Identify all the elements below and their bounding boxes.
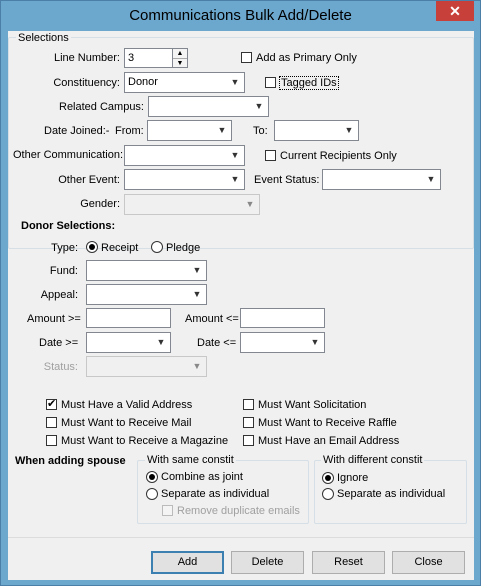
date-gte-select[interactable]	[86, 332, 171, 353]
other-event-label: Other Event:	[58, 174, 120, 186]
reset-button[interactable]: Reset	[312, 551, 385, 574]
diff-separate-label: Separate as individual	[337, 488, 446, 500]
receive-magazine-checkbox[interactable]	[46, 435, 57, 446]
chevron-down-icon[interactable]: ▼	[192, 265, 202, 275]
add-primary-checkbox[interactable]	[241, 52, 252, 63]
type-receipt-radio[interactable]	[86, 241, 98, 253]
spouse-heading: When adding spouse	[15, 455, 126, 467]
type-receipt-label: Receipt	[101, 242, 139, 254]
receive-mail-label: Must Want to Receive Mail	[61, 417, 192, 429]
tagged-ids-label: Tagged IDs	[281, 77, 337, 89]
gender-label: Gender:	[80, 198, 120, 210]
status-label: Status:	[43, 361, 78, 373]
spin-down-icon[interactable]: ▼	[176, 60, 184, 67]
chevron-down-icon[interactable]: ▼	[254, 101, 264, 111]
same-separate-label: Separate as individual	[161, 488, 270, 500]
valid-address-label: Must Have a Valid Address	[61, 399, 193, 411]
chevron-down-icon[interactable]: ▼	[344, 125, 354, 135]
email-address-checkbox[interactable]	[243, 435, 254, 446]
close-window-button[interactable]	[436, 1, 474, 21]
tagged-ids-checkbox[interactable]	[265, 77, 276, 88]
chevron-down-icon[interactable]: ▼	[230, 77, 240, 87]
chevron-down-icon[interactable]: ▼	[426, 174, 436, 184]
amount-lte-input[interactable]	[240, 308, 325, 328]
chevron-down-icon[interactable]: ▼	[217, 125, 227, 135]
close-button[interactable]: Close	[392, 551, 465, 574]
amount-gte-input[interactable]	[86, 308, 171, 328]
chevron-down-icon[interactable]: ▼	[192, 289, 202, 299]
from-label: From:	[115, 125, 144, 137]
ignore-radio[interactable]	[322, 472, 334, 484]
valid-address-checkbox[interactable]	[46, 399, 57, 410]
selections-group-title: Selections	[18, 32, 69, 44]
line-number-spinner[interactable]	[172, 48, 188, 68]
amount-lte-label: Amount <=	[185, 313, 239, 325]
want-solicitation-label: Must Want Solicitation	[258, 399, 367, 411]
add-button[interactable]: Add	[151, 551, 224, 574]
donor-selections-heading: Donor Selections:	[21, 220, 116, 232]
constituency-value: Donor	[128, 76, 158, 88]
button-bar	[8, 537, 474, 580]
receive-mail-checkbox[interactable]	[46, 417, 57, 428]
to-label: To:	[253, 125, 268, 137]
diff-separate-radio[interactable]	[322, 488, 334, 500]
receive-raffle-label: Must Want to Receive Raffle	[258, 417, 397, 429]
combine-joint-label: Combine as joint	[161, 471, 243, 483]
spin-up-icon[interactable]: ▲	[173, 49, 187, 59]
receive-magazine-label: Must Want to Receive a Magazine	[61, 435, 229, 447]
status-select[interactable]	[86, 356, 207, 377]
other-communication-select[interactable]	[124, 145, 245, 166]
different-constit-group-title: With different constit	[323, 454, 423, 466]
add-primary-label: Add as Primary Only	[256, 52, 357, 64]
constituency-label: Constituency:	[53, 77, 120, 89]
chevron-down-icon[interactable]: ▼	[156, 337, 166, 347]
chevron-down-icon[interactable]: ▼	[230, 174, 240, 184]
receive-raffle-checkbox[interactable]	[243, 417, 254, 428]
type-label: Type:	[51, 242, 78, 254]
remove-duplicates-label: Remove duplicate emails	[177, 505, 300, 517]
gender-select[interactable]	[124, 194, 260, 215]
type-pledge-radio[interactable]	[151, 241, 163, 253]
chevron-down-icon[interactable]: ▼	[192, 361, 202, 371]
remove-duplicates-checkbox[interactable]	[162, 505, 173, 516]
appeal-select[interactable]	[86, 284, 207, 305]
related-campus-select[interactable]	[148, 96, 269, 117]
line-number-input[interactable]: 3	[124, 48, 173, 68]
event-status-select[interactable]	[322, 169, 441, 190]
current-recipients-label: Current Recipients Only	[280, 150, 397, 162]
appeal-label: Appeal:	[40, 289, 78, 301]
same-constit-group-title: With same constit	[147, 454, 234, 466]
dialog-client-area	[8, 31, 474, 579]
ignore-label: Ignore	[337, 472, 369, 484]
constituency-select[interactable]	[124, 72, 245, 93]
date-gte-label: Date >=	[39, 337, 79, 349]
combine-joint-radio[interactable]	[146, 471, 158, 483]
same-separate-radio[interactable]	[146, 488, 158, 500]
current-recipients-checkbox[interactable]	[265, 150, 276, 161]
chevron-down-icon[interactable]: ▼	[310, 337, 320, 347]
related-campus-label: Related Campus:	[59, 101, 144, 113]
want-solicitation-checkbox[interactable]	[243, 399, 254, 410]
window-title: Communications Bulk Add/Delete	[129, 7, 352, 24]
selections-group	[8, 37, 474, 249]
fund-label: Fund:	[49, 265, 78, 277]
chevron-down-icon[interactable]: ▼	[230, 150, 240, 160]
date-lte-select[interactable]	[240, 332, 325, 353]
date-lte-label: Date <=	[197, 337, 237, 349]
chevron-down-icon[interactable]: ▼	[245, 199, 255, 209]
email-address-label: Must Have an Email Address	[258, 435, 400, 447]
line-number-label: Line Number:	[53, 52, 120, 64]
other-event-select[interactable]	[124, 169, 245, 190]
event-status-label: Event Status:	[254, 174, 320, 186]
delete-button[interactable]: Delete	[231, 551, 304, 574]
date-joined-from-select[interactable]	[147, 120, 232, 141]
other-communication-label: Other Communication:	[13, 149, 124, 161]
amount-gte-label: Amount >=	[27, 313, 81, 325]
fund-select[interactable]	[86, 260, 207, 281]
date-joined-to-select[interactable]	[274, 120, 359, 141]
title-bar[interactable]	[1, 1, 480, 31]
close-icon[interactable]: ✕	[449, 3, 461, 19]
date-joined-label: Date Joined:-	[44, 125, 110, 137]
type-pledge-label: Pledge	[166, 242, 201, 254]
